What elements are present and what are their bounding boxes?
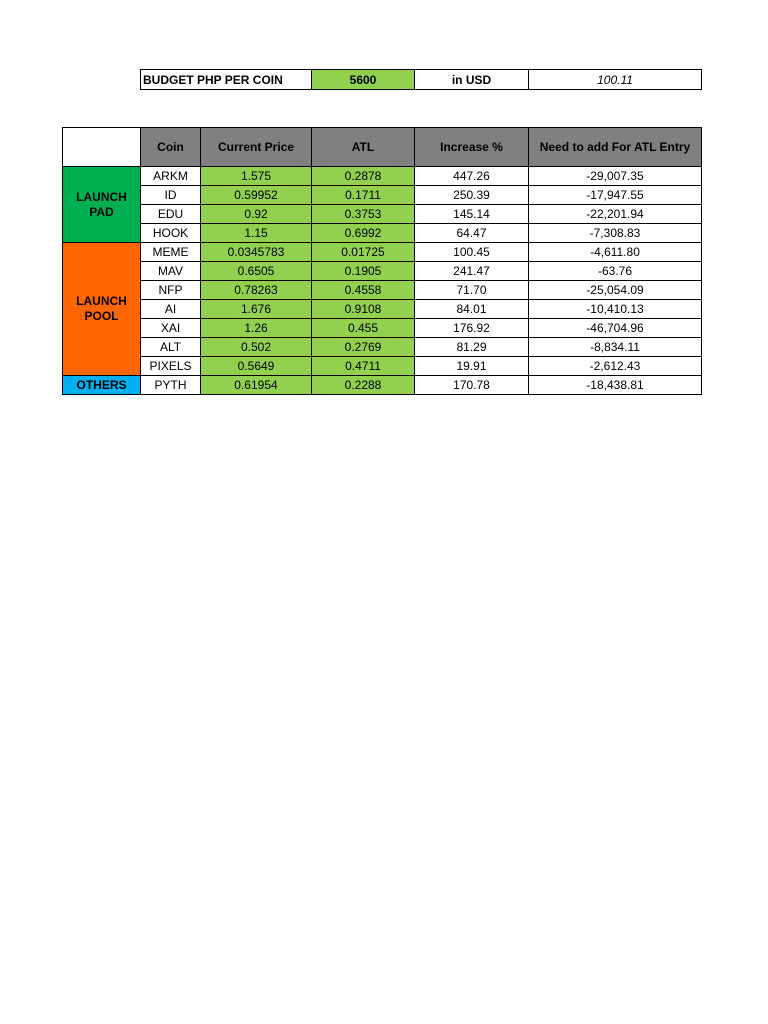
need-to-add-cell[interactable]: -18,438.81 [529,376,702,395]
atl-cell[interactable]: 0.4711 [312,357,415,376]
need-to-add-cell[interactable]: -25,054.09 [529,281,702,300]
increase-cell[interactable]: 447.26 [415,167,529,186]
increase-cell[interactable]: 176.92 [415,319,529,338]
need-to-add-cell[interactable]: -46,704.96 [529,319,702,338]
coin-cell[interactable]: XAI [141,319,201,338]
current-price-cell[interactable]: 0.0345783 [201,243,312,262]
coin-cell[interactable]: ARKM [141,167,201,186]
increase-cell[interactable]: 19.91 [415,357,529,376]
coin-cell[interactable]: MEME [141,243,201,262]
table-row [63,224,702,243]
coin-table [62,127,702,395]
table-row [63,186,702,205]
increase-cell[interactable]: 145.14 [415,205,529,224]
increase-cell[interactable]: 250.39 [415,186,529,205]
increase-cell[interactable]: 100.45 [415,243,529,262]
current-price-cell[interactable]: 0.59952 [201,186,312,205]
increase-cell[interactable]: 71.70 [415,281,529,300]
table-row [63,205,702,224]
coin-cell[interactable]: PIXELS [141,357,201,376]
atl-cell[interactable]: 0.3753 [312,205,415,224]
table-row [63,243,702,262]
current-price-cell[interactable]: 0.92 [201,205,312,224]
coin-cell[interactable]: AI [141,300,201,319]
need-to-add-cell[interactable]: -63.76 [529,262,702,281]
table-row [63,357,702,376]
current-price-cell[interactable]: 0.78263 [201,281,312,300]
coin-cell[interactable]: ID [141,186,201,205]
table-row [63,319,702,338]
atl-cell[interactable]: 0.2878 [312,167,415,186]
header-need-to-add[interactable]: Need to add For ATL Entry [529,128,702,167]
need-to-add-cell[interactable]: -22,201.94 [529,205,702,224]
group-launch-pool[interactable]: LAUNCH POOL [63,243,141,376]
atl-cell[interactable]: 0.1711 [312,186,415,205]
budget-label[interactable]: BUDGET PHP PER COIN [141,70,312,90]
current-price-cell[interactable]: 1.676 [201,300,312,319]
atl-cell[interactable]: 0.9108 [312,300,415,319]
atl-cell[interactable]: 0.6992 [312,224,415,243]
atl-cell[interactable]: 0.2288 [312,376,415,395]
budget-row [141,70,702,90]
table-row [63,281,702,300]
budget-usd-value[interactable]: 100.11 [529,70,702,90]
budget-table [140,69,702,90]
coin-cell[interactable]: ALT [141,338,201,357]
increase-cell[interactable]: 241.47 [415,262,529,281]
table-row [63,376,702,395]
header-increase[interactable]: Increase % [415,128,529,167]
current-price-cell[interactable]: 1.15 [201,224,312,243]
group-launch-pad[interactable]: LAUNCH PAD [63,167,141,243]
coin-cell[interactable]: NFP [141,281,201,300]
atl-cell[interactable]: 0.455 [312,319,415,338]
need-to-add-cell[interactable]: -2,612.43 [529,357,702,376]
table-row [63,300,702,319]
increase-cell[interactable]: 170.78 [415,376,529,395]
current-price-cell[interactable]: 0.5649 [201,357,312,376]
table-row [63,338,702,357]
header-row [63,128,702,167]
current-price-cell[interactable]: 0.6505 [201,262,312,281]
group-others[interactable]: OTHERS [63,376,141,395]
coin-cell[interactable]: EDU [141,205,201,224]
need-to-add-cell[interactable]: -10,410.13 [529,300,702,319]
increase-cell[interactable]: 81.29 [415,338,529,357]
current-price-cell[interactable]: 1.26 [201,319,312,338]
header-blank-cell[interactable] [63,128,141,167]
current-price-cell[interactable]: 0.502 [201,338,312,357]
table-row [63,262,702,281]
header-coin[interactable]: Coin [141,128,201,167]
coin-cell[interactable]: MAV [141,262,201,281]
header-atl[interactable]: ATL [312,128,415,167]
need-to-add-cell[interactable]: -4,611.80 [529,243,702,262]
need-to-add-cell[interactable]: -8,834.11 [529,338,702,357]
need-to-add-cell[interactable]: -17,947.55 [529,186,702,205]
table-row [63,167,702,186]
increase-cell[interactable]: 84.01 [415,300,529,319]
budget-php-value[interactable]: 5600 [312,70,415,90]
atl-cell[interactable]: 0.2769 [312,338,415,357]
currency-label[interactable]: in USD [415,70,529,90]
coin-cell[interactable]: HOOK [141,224,201,243]
need-to-add-cell[interactable]: -7,308.83 [529,224,702,243]
coin-cell[interactable]: PYTH [141,376,201,395]
increase-cell[interactable]: 64.47 [415,224,529,243]
current-price-cell[interactable]: 0.61954 [201,376,312,395]
header-current-price[interactable]: Current Price [201,128,312,167]
current-price-cell[interactable]: 1.575 [201,167,312,186]
atl-cell[interactable]: 0.01725 [312,243,415,262]
need-to-add-cell[interactable]: -29,007.35 [529,167,702,186]
atl-cell[interactable]: 0.1905 [312,262,415,281]
atl-cell[interactable]: 0.4558 [312,281,415,300]
